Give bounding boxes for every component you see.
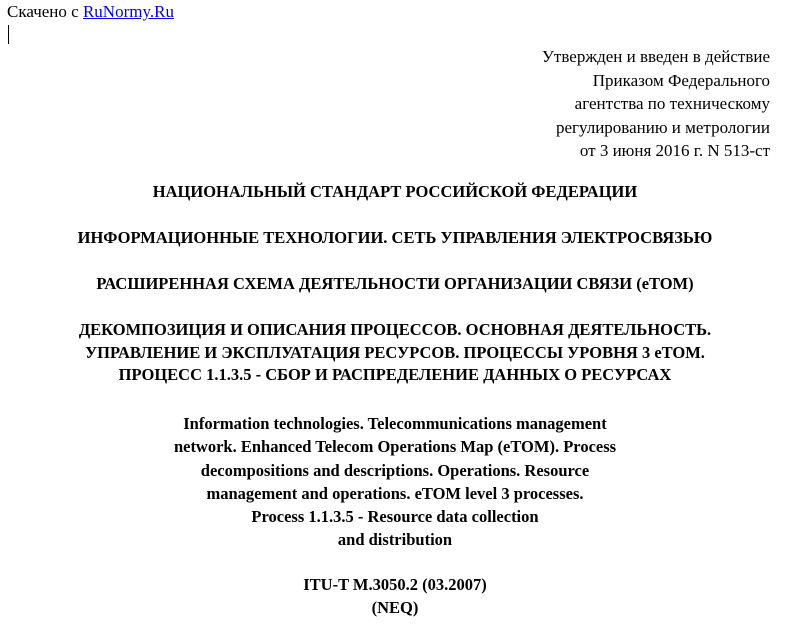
download-prefix: Скачено с xyxy=(7,2,83,21)
english-title-line: Information technologies. Telecommunications management xyxy=(183,414,607,433)
decomposition-title xyxy=(0,319,790,387)
standard-subject-text: ИНФОРМАЦИОННЫЕ ТЕХНОЛОГИИ. СЕТЬ УПРАВЛЕНИЯ ЭЛЕКТРОСВЯЗЬЮ xyxy=(77,228,713,247)
english-title-line: decompositions and descriptions. Operations. Resource xyxy=(200,460,590,480)
standard-scheme-text: РАСШИРЕННАЯ СХЕМА ДЕЯТЕЛЬНОСТИ ОРГАНИЗАЦИИ СВЯЗИ (eTOM) xyxy=(96,274,694,293)
equivalence-mark: (NEQ) xyxy=(371,598,419,618)
english-title-line: network. Enhanced Telecom Operations Map (eTOM). Process xyxy=(173,437,617,457)
english-title xyxy=(0,412,790,552)
decomposition-line: ДЕКОМПОЗИЦИЯ И ОПИСАНИЯ ПРОЦЕССОВ. ОСНОВНАЯ ДЕЯТЕЛЬНОСТЬ. xyxy=(78,320,712,339)
standard-subject xyxy=(0,227,790,250)
english-title-line: Process 1.1.3.5 - Resource data collection xyxy=(251,507,539,527)
runormy-link[interactable]: RuNormy.Ru xyxy=(82,2,174,21)
decomposition-line: ПРОЦЕСС 1.1.3.5 - СБОР И РАСПРЕДЕЛЕНИЕ ДАННЫХ О РЕСУРСАХ xyxy=(118,365,672,384)
reference-block xyxy=(0,573,790,620)
standard-heading xyxy=(0,181,790,204)
download-notice xyxy=(7,1,174,23)
decomposition-line: УПРАВЛЕНИЕ И ЭКСПЛУАТАЦИЯ РЕСУРСОВ. ПРОЦЕССЫ УРОВНЯ 3 eTOM. xyxy=(85,342,705,362)
approval-line: от 3 июня 2016 г. N 513-ст xyxy=(579,141,770,160)
approval-line: Утвержден и введен в действие xyxy=(541,47,770,66)
english-title-line: and distribution xyxy=(337,530,453,550)
approval-line: Приказом Федерального xyxy=(592,70,770,90)
approval-block xyxy=(542,45,770,163)
standard-scheme xyxy=(0,273,790,296)
itu-reference: ITU-T M.3050.2 (03.2007) xyxy=(303,575,487,594)
text-cursor xyxy=(8,25,9,44)
approval-line: агентства по техническому xyxy=(574,94,770,113)
approval-line: регулированию и метрологии xyxy=(555,117,770,137)
standard-heading-text: НАЦИОНАЛЬНЫЙ СТАНДАРТ РОССИЙСКОЙ ФЕДЕРАЦИИ xyxy=(152,182,638,201)
english-title-line: management and operations. eTOM level 3 processes. xyxy=(206,483,584,503)
